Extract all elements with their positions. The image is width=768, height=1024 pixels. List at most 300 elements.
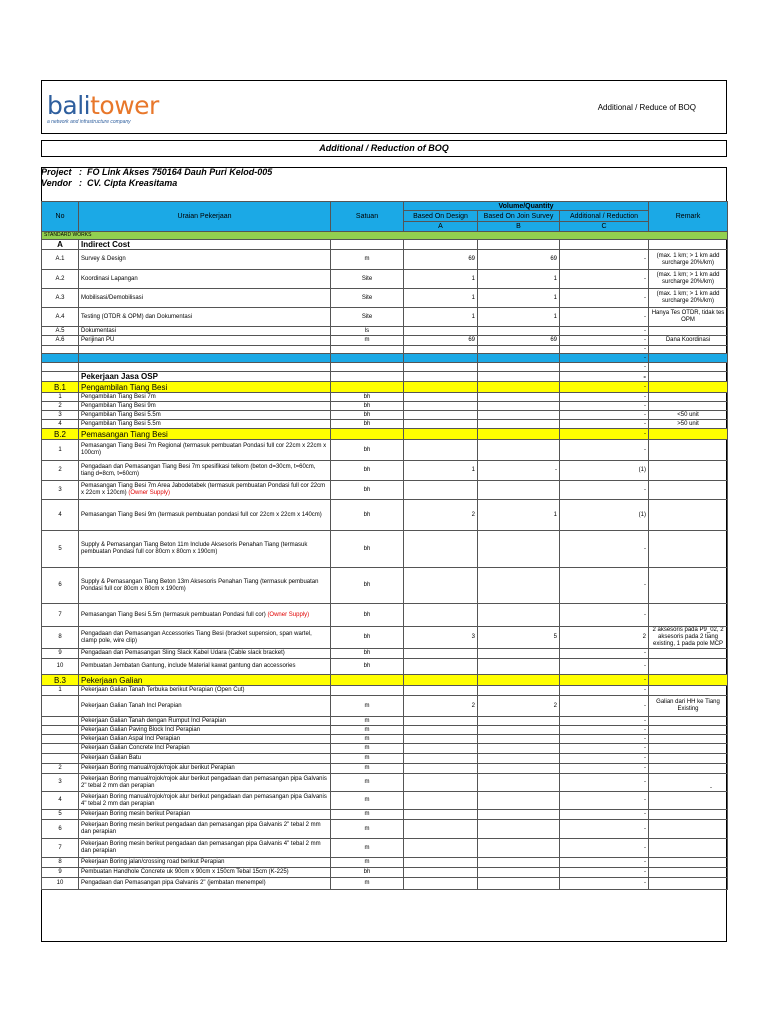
row-unit: m	[331, 744, 404, 754]
row-desc: Pekerjaan Boring manual/rojok/rojok alur berikut Perapian	[79, 764, 331, 774]
row-qty-join	[478, 686, 560, 696]
row-qty-join: 5	[478, 627, 560, 649]
row-desc: Pekerjaan Galian Tanah Terbuka berikut Perapian (Open Cut)	[79, 686, 331, 696]
row-qty-design: 2	[404, 696, 478, 717]
row-qty-addred: -	[560, 250, 649, 270]
row-qty-addred: -	[560, 568, 649, 604]
row-unit	[331, 429, 404, 440]
table-row	[42, 402, 728, 411]
row-qty-addred: -	[560, 858, 649, 868]
row-remark	[649, 726, 728, 735]
row-unit: bh	[331, 420, 404, 429]
row-remark	[649, 604, 728, 627]
row-no	[42, 696, 79, 717]
row-no: 10	[42, 878, 79, 890]
row-remark	[649, 240, 728, 250]
row-desc: Pembuatan Handhole Concrete uk 90cm x 90cm x 150cm Tebal 15cm (K-225)	[79, 868, 331, 878]
row-unit: bh	[331, 500, 404, 531]
row-unit: m	[331, 764, 404, 774]
row-desc	[79, 363, 331, 372]
row-qty-addred: -	[560, 411, 649, 420]
boq-table	[41, 201, 728, 890]
logo-tagline: a network and infrastructure company	[47, 119, 131, 125]
row-unit: m	[331, 810, 404, 820]
row-qty-design	[404, 792, 478, 810]
row-desc-text: Pemasangan Tiang Besi 7m Area Jabodetabek (termasuk pembuatan Pondasi full cor 22cm x 22cm x 120cm)	[81, 483, 326, 496]
col-header-uraian: Uraian Pekerjaan	[79, 202, 331, 232]
table-row	[42, 346, 728, 354]
row-desc: Pemasangan Tiang Besi 7m Regional (termasuk pembuatan Pondasi full cor 22cm x 22cm x 100cm)	[79, 440, 331, 461]
row-desc	[79, 481, 331, 500]
row-no: 2	[42, 402, 79, 411]
row-qty-addred: -	[560, 868, 649, 878]
row-remark: 2 aksesoris pada P9_02, 2 aksesoris pada 2 tiang existing, 1 pada pole MCP	[649, 627, 728, 649]
row-qty-design	[404, 686, 478, 696]
row-qty-addred: -	[560, 308, 649, 327]
boq-body	[42, 232, 728, 890]
row-unit: ls	[331, 327, 404, 336]
row-unit: bh	[331, 440, 404, 461]
row-no: A.6	[42, 336, 79, 346]
standard-works-label: STANDARD WORKS	[42, 232, 728, 240]
row-qty-design	[404, 810, 478, 820]
row-desc: Pekerjaan Galian	[79, 675, 331, 686]
row-qty-join: 1	[478, 500, 560, 531]
table-row	[42, 649, 728, 659]
col-header-a: A	[404, 222, 478, 232]
row-no: 1	[42, 440, 79, 461]
row-qty-design	[404, 659, 478, 675]
row-desc: Mobilisasi/Demobilisasi	[79, 289, 331, 308]
row-unit	[331, 240, 404, 250]
row-qty-join	[478, 774, 560, 792]
row-no	[42, 346, 79, 354]
document-title: Additional / Reduction of BOQ	[41, 140, 727, 157]
col-header-volume: Volume/Quantity	[404, 202, 649, 211]
row-no: A.2	[42, 270, 79, 289]
table-row	[42, 735, 728, 744]
row-qty-join	[478, 878, 560, 890]
row-no	[42, 354, 79, 363]
row-unit: m	[331, 820, 404, 839]
table-row	[42, 726, 728, 735]
row-no: A.5	[42, 327, 79, 336]
row-unit: m	[331, 717, 404, 726]
row-qty-addred: -	[560, 363, 649, 372]
row-remark	[649, 839, 728, 858]
row-qty-join	[478, 820, 560, 839]
row-no: 9	[42, 868, 79, 878]
row-no: 4	[42, 792, 79, 810]
row-qty-design	[404, 429, 478, 440]
row-desc: Pekerjaan Boring manual/rojok/rojok alur berikut pengadaan dan pemasangan pipa Galvanis 4" tebal 2 mm dan perapian	[79, 792, 331, 810]
row-no: 3	[42, 774, 79, 792]
row-qty-addred: -	[560, 393, 649, 402]
row-no: 4	[42, 500, 79, 531]
row-qty-design	[404, 531, 478, 568]
row-desc: Koordinasi Lapangan	[79, 270, 331, 289]
row-remark	[649, 717, 728, 726]
row-qty-join: 2	[478, 696, 560, 717]
row-qty-design	[404, 420, 478, 429]
row-remark	[649, 363, 728, 372]
row-qty-design: 1	[404, 270, 478, 289]
row-qty-addred: -	[560, 735, 649, 744]
row-unit: m	[331, 878, 404, 890]
row-remark: (max. 1 km; > 1 km add surcharge 20%/km)	[649, 270, 728, 289]
row-unit	[331, 382, 404, 393]
row-desc: Indirect Cost	[79, 240, 331, 250]
row-no: 4	[42, 420, 79, 429]
row-qty-design	[404, 240, 478, 250]
row-desc: Pekerjaan Boring mesin berikut Perapian	[79, 810, 331, 820]
row-desc: Pekerjaan Boring mesin berikut pengadaan dan pemasangan pipa Galvanis 2" tebal 2 mm dan perapian	[79, 820, 331, 839]
table-row	[42, 696, 728, 717]
row-qty-design	[404, 382, 478, 393]
row-no: B.2	[42, 429, 79, 440]
row-remark	[649, 402, 728, 411]
row-desc: Pekerjaan Boring mesin berikut pengadaan dan pemasangan pipa Galvanis 4" tebal 2 mm dan perapian	[79, 839, 331, 858]
row-qty-design	[404, 568, 478, 604]
table-row	[42, 336, 728, 346]
table-row	[42, 820, 728, 839]
table-row	[42, 868, 728, 878]
row-no: 7	[42, 604, 79, 627]
document-header	[41, 80, 727, 134]
row-unit: m	[331, 735, 404, 744]
row-qty-design	[404, 649, 478, 659]
row-qty-design	[404, 839, 478, 858]
row-qty-addred: -	[560, 686, 649, 696]
header-doc-type: Additional / Reduce of BOQ	[597, 103, 696, 112]
row-qty-join	[478, 429, 560, 440]
row-qty-design	[404, 354, 478, 363]
row-unit: bh	[331, 393, 404, 402]
row-qty-design	[404, 372, 478, 382]
row-unit: bh	[331, 649, 404, 659]
row-unit: bh	[331, 568, 404, 604]
row-qty-design: 69	[404, 250, 478, 270]
row-remark	[649, 858, 728, 868]
row-qty-join	[478, 792, 560, 810]
row-qty-addred: -	[560, 696, 649, 717]
row-qty-design	[404, 327, 478, 336]
table-row	[42, 440, 728, 461]
row-qty-join	[478, 868, 560, 878]
row-qty-addred: -	[560, 839, 649, 858]
row-qty-join	[478, 744, 560, 754]
row-qty-addred: -	[560, 764, 649, 774]
row-qty-join: 1	[478, 308, 560, 327]
table-row	[42, 744, 728, 754]
row-remark	[649, 531, 728, 568]
row-no: A.1	[42, 250, 79, 270]
row-remark	[649, 568, 728, 604]
table-row	[42, 675, 728, 686]
row-no: 10	[42, 659, 79, 675]
row-remark	[649, 820, 728, 839]
row-unit	[331, 372, 404, 382]
row-qty-join	[478, 363, 560, 372]
row-unit: m	[331, 696, 404, 717]
table-row	[42, 764, 728, 774]
row-no: A.4	[42, 308, 79, 327]
row-qty-design	[404, 363, 478, 372]
row-unit: m	[331, 858, 404, 868]
row-desc: Pengadaan dan Pemasangan Sling Slack Kabel Udara (Cable slack bracket)	[79, 649, 331, 659]
row-qty-design	[404, 481, 478, 500]
table-row	[42, 327, 728, 336]
table-row	[42, 240, 728, 250]
table-row	[42, 627, 728, 649]
row-no: 1	[42, 393, 79, 402]
row-unit: bh	[331, 627, 404, 649]
vendor-sep: :	[79, 178, 82, 188]
row-unit: bh	[331, 659, 404, 675]
row-qty-addred: -	[560, 429, 649, 440]
row-no: 5	[42, 810, 79, 820]
table-row	[42, 686, 728, 696]
row-desc: Pengadaan dan Pemasangan Tiang Besi 7m spesifikasi telkom (beton d=30cm, t=60cm, tiang d=8cm, t=60cm)	[79, 461, 331, 481]
owner-supply-note: (Owner Supply)	[128, 490, 171, 496]
row-qty-addred: -	[560, 726, 649, 735]
row-remark	[649, 346, 728, 354]
row-qty-join	[478, 858, 560, 868]
row-unit	[331, 675, 404, 686]
row-qty-design	[404, 774, 478, 792]
row-no	[42, 363, 79, 372]
stray-dash: -	[710, 785, 712, 791]
row-desc: Pengambilan Tiang Besi 5.5m	[79, 420, 331, 429]
table-row	[42, 481, 728, 500]
row-qty-addred: -	[560, 744, 649, 754]
row-remark: (max. 1 km; > 1 km add surcharge 20%/km)	[649, 289, 728, 308]
row-qty-join	[478, 327, 560, 336]
row-qty-addred: -	[560, 481, 649, 500]
balitower-logo	[47, 93, 159, 125]
row-qty-design: 2	[404, 500, 478, 531]
row-qty-addred: (1)	[560, 461, 649, 481]
row-desc	[79, 604, 331, 627]
row-qty-addred: -	[560, 382, 649, 393]
row-desc: Pekerjaan Boring jalan/crossing road berikut Perapian	[79, 858, 331, 868]
table-row	[42, 289, 728, 308]
row-unit: m	[331, 774, 404, 792]
table-row	[42, 878, 728, 890]
table-row	[42, 411, 728, 420]
owner-supply-note: (Owner Supply)	[267, 611, 310, 618]
row-no	[42, 744, 79, 754]
row-qty-design	[404, 604, 478, 627]
row-desc: Pekerjaan Jasa OSP	[79, 372, 331, 382]
row-remark	[649, 382, 728, 393]
row-remark	[649, 393, 728, 402]
row-qty-join	[478, 382, 560, 393]
row-qty-design	[404, 411, 478, 420]
row-qty-join	[478, 735, 560, 744]
row-remark	[649, 440, 728, 461]
row-qty-design	[404, 393, 478, 402]
table-row	[42, 568, 728, 604]
row-remark	[649, 500, 728, 531]
row-qty-addred: -	[560, 792, 649, 810]
row-qty-design: 69	[404, 336, 478, 346]
row-qty-join: 69	[478, 250, 560, 270]
row-qty-addred: -	[560, 878, 649, 890]
col-header-join: Based On Join Survey	[478, 211, 560, 222]
row-unit: m	[331, 792, 404, 810]
project-info	[41, 167, 727, 189]
row-no: 8	[42, 858, 79, 868]
row-no: 9	[42, 649, 79, 659]
row-desc: Pekerjaan Boring manual/rojok/rojok alur berikut pengadaan dan pemasangan pipa Galvanis 2" tebal 2 mm dan perapian	[79, 774, 331, 792]
project-line	[41, 167, 727, 178]
row-remark: >50 unit	[649, 420, 728, 429]
row-unit: bh	[331, 402, 404, 411]
row-no	[42, 372, 79, 382]
row-remark	[649, 659, 728, 675]
row-desc: Pekerjaan Galian Concrete Incl Perapian	[79, 744, 331, 754]
row-remark	[649, 810, 728, 820]
table-row	[42, 858, 728, 868]
row-qty-join	[478, 659, 560, 675]
row-qty-join	[478, 649, 560, 659]
row-qty-join	[478, 481, 560, 500]
row-desc: Pemasangan Tiang Besi	[79, 429, 331, 440]
row-desc: Dokumentasi	[79, 327, 331, 336]
row-remark	[649, 868, 728, 878]
row-no: 3	[42, 411, 79, 420]
row-desc: Perijinan PU	[79, 336, 331, 346]
row-qty-addred: -	[560, 531, 649, 568]
row-unit: Site	[331, 289, 404, 308]
row-no: 5	[42, 531, 79, 568]
row-qty-design	[404, 754, 478, 764]
table-row	[42, 774, 728, 792]
row-desc: Pengadaan dan Pemasangan Accessories Tiang Besi (bracket supension, span wartel, clamp pole, wire clip)	[79, 627, 331, 649]
row-unit: m	[331, 754, 404, 764]
vendor-value: CV. Cipta Kreasitama	[87, 178, 178, 188]
table-row	[42, 792, 728, 810]
row-unit: m	[331, 839, 404, 858]
row-qty-design	[404, 402, 478, 411]
row-remark: <50 unit	[649, 411, 728, 420]
table-row	[42, 754, 728, 764]
row-qty-join: 1	[478, 289, 560, 308]
row-no: 1	[42, 686, 79, 696]
project-sep: :	[79, 167, 82, 177]
row-desc: Testing (OTDR & OPM) dan Dokumentasi	[79, 308, 331, 327]
row-no	[42, 754, 79, 764]
row-unit: Site	[331, 308, 404, 327]
row-unit: bh	[331, 604, 404, 627]
row-qty-addred: -	[560, 604, 649, 627]
table-row	[42, 354, 728, 363]
row-no: 6	[42, 568, 79, 604]
table-row	[42, 308, 728, 327]
row-desc	[79, 354, 331, 363]
row-qty-addred: 2	[560, 627, 649, 649]
vendor-label: Vendor	[41, 178, 72, 188]
col-header-c: C	[560, 222, 649, 232]
row-qty-join	[478, 726, 560, 735]
row-remark: Dana Koordinasi	[649, 336, 728, 346]
row-desc: Pekerjaan Galian Tanah dengan Rumput Incl Perapian	[79, 717, 331, 726]
col-header-remark: Remark	[649, 202, 728, 232]
row-desc: Pekerjaan Galian Batu	[79, 754, 331, 764]
row-desc: Pekerjaan Galian Tanah Incl Perapian	[79, 696, 331, 717]
table-row	[42, 372, 728, 382]
row-qty-addred: (1)	[560, 500, 649, 531]
row-qty-addred: -	[560, 649, 649, 659]
row-qty-design: 3	[404, 627, 478, 649]
row-qty-addred: -	[560, 820, 649, 839]
row-desc: Pengambilan Tiang Besi 5.5m	[79, 411, 331, 420]
row-unit: bh	[331, 411, 404, 420]
row-desc: Pemasangan Tiang Besi 9m (termasuk pembuatan pondasi full cor 22cm x 22cm x 140cm)	[79, 500, 331, 531]
row-no: 2	[42, 461, 79, 481]
row-desc: Survey & Design	[79, 250, 331, 270]
row-no: B.1	[42, 382, 79, 393]
row-qty-join: 69	[478, 336, 560, 346]
row-remark	[649, 774, 728, 792]
row-remark	[649, 327, 728, 336]
row-qty-addred: -	[560, 327, 649, 336]
row-desc: Pembuatan Jembatan Gantung, include Material kawat gantung dan accessories	[79, 659, 331, 675]
row-unit: m	[331, 336, 404, 346]
row-desc-text: Pemasangan Tiang Besi 5.5m (termasuk pembuatan Pondasi full cor)	[81, 611, 266, 618]
row-qty-design	[404, 346, 478, 354]
row-qty-addred	[560, 240, 649, 250]
row-qty-design	[404, 764, 478, 774]
row-qty-design	[404, 735, 478, 744]
row-unit: m	[331, 726, 404, 735]
row-unit: bh	[331, 531, 404, 568]
row-qty-addred: -	[560, 440, 649, 461]
row-qty-join	[478, 810, 560, 820]
row-desc: Pekerjaan Galian Paving Block Incl Perapian	[79, 726, 331, 735]
row-qty-join	[478, 717, 560, 726]
row-remark	[649, 354, 728, 363]
row-qty-addred: -	[560, 420, 649, 429]
row-remark	[649, 649, 728, 659]
row-qty-join	[478, 393, 560, 402]
project-value: FO Link Akses 750164 Dauh Puri Kelod-005	[87, 167, 273, 177]
row-qty-design	[404, 717, 478, 726]
row-desc: Pengambilan Tiang Besi	[79, 382, 331, 393]
row-qty-design	[404, 744, 478, 754]
table-row	[42, 500, 728, 531]
row-desc	[79, 346, 331, 354]
row-qty-addred: -	[560, 659, 649, 675]
row-qty-join	[478, 531, 560, 568]
row-unit	[331, 363, 404, 372]
row-qty-addred: -	[560, 289, 649, 308]
row-unit: bh	[331, 481, 404, 500]
row-remark	[649, 792, 728, 810]
row-qty-addred: -	[560, 354, 649, 363]
table-row	[42, 429, 728, 440]
table-row	[42, 420, 728, 429]
row-desc: Pekerjaan Galian Aspal Incl Perapian	[79, 735, 331, 744]
row-desc: Supply & Pemasangan Tiang Beton 13m Aksesoris Penahan Tiang (termasuk pembuatan Pondasi full cor 80cm x 80cm x 190cm)	[79, 568, 331, 604]
row-qty-addred: -	[560, 810, 649, 820]
row-qty-addred: -	[560, 336, 649, 346]
row-no: A.3	[42, 289, 79, 308]
col-header-no: No	[42, 202, 79, 232]
project-label: Project	[41, 167, 72, 177]
row-desc: Supply & Pemasangan Tiang Beton 11m Include Aksesoris Penahan Tiang (termasuk pembuatan Pondasi full cor 80cm x 80cm x 190cm)	[79, 531, 331, 568]
